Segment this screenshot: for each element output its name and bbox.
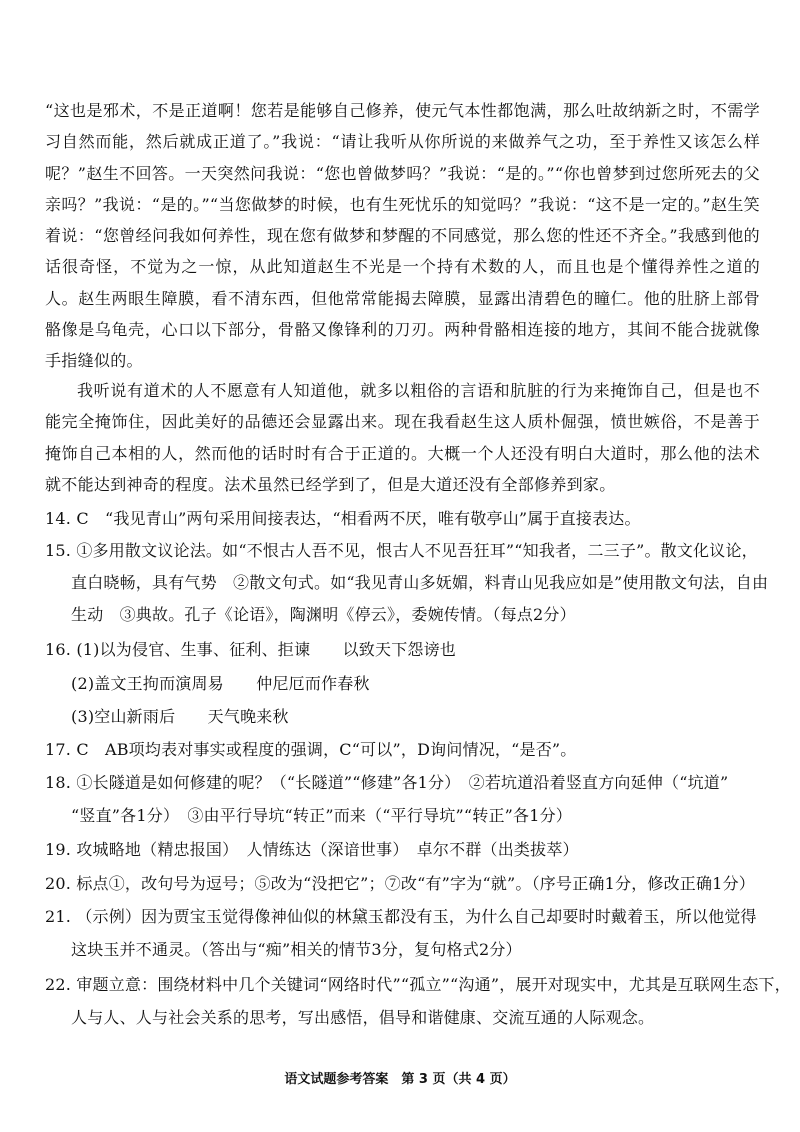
answer-16-line-1: 16. (1)以为侵官、生事、征利、拒谏 以致天下怨谤也 <box>45 640 456 659</box>
page-footer: 语文试题参考答案 第 3 页（共 4 页） <box>284 1072 516 1087</box>
answer-15-line-1: 15. ①多用散文议论法。如“不恨古人吾不见，恨古人不见吾狂耳”“知我者，二三子”。散文化议论， <box>45 541 758 560</box>
answer-21-line-2: 这块玉并不通灵。（答出与“痴”相关的情节3分，复句格式2分） <box>71 940 522 959</box>
answer-15-line-3: 生动 ③典故。孔子《论语》，陶渊明《停云》，委婉传情。（每点2分） <box>71 605 576 624</box>
translation-paragraph-2: 我听说有道术的人不愿意有人知道他，就多以粗俗的言语和肮脏的行为来掩饰自己，但是也不能完全掩饰住，因此美好的品德还会显露出来。现在我看赵生这人质朴倔强，愤世嫉俗，不是善于掩饰自己本相的人，然而他的话时时有合于正道的。大概一个人还没有明白大道时，那么他的法术就不能达到神奇的程度。法术虽然已经学到了，但是大道还没有全部修养到家。 <box>45 381 760 494</box>
answer-20: 20. 标点①，改句号为逗号；⑤改为“没把它”；⑦改“有”字为“就”。（序号正确1分，修改正确1分） <box>45 874 755 893</box>
answer-15-line-2: 直白晓畅，具有气势 ②散文句式。如“我见青山多妩媚，料青山见我应如是”使用散文句法，自由 <box>71 573 769 592</box>
answer-21-line-1: 21. （示例）因为贾宝玉觉得像神仙似的林黛玉都没有玉，为什么自己却要时时戴着玉，所以他觉得 <box>45 907 757 926</box>
answer-19: 19. 攻城略地（精忠报国） 人情练达（深谙世事） 卓尔不群（出类拔萃） <box>45 840 579 859</box>
answer-22-line-1: 22. 审题立意：围绕材料中几个关键词“网络时代”“孤立”“沟通”，展开对现实中，尤其是互联网生态下， <box>45 975 791 994</box>
translation-paragraph-1: “这也是邪术，不是正道啊！您若是能够自己修养，使元气本性都饱满，那么吐故纳新之时，不需学习自然而能，然后就成正道了。”我说：“请让我听从你所说的来做养气之功，至于养性又该怎么样呢？”赵生不回答。一天突然问我说：“您也曾做梦吗？”我说：“是的。”“你也曾梦到过您所死去的父亲吗？”我说：“是的。”“当您做梦的时候，也有生死忧乐的知觉吗？”我说：“这不是一定的。”赵生笑着说：“您曾经问我如何养性，现在您有做梦和梦醒的不同感觉，那么您的性还不齐全。”我感到他的话很奇怪，不觉为之一惊，从此知道赵生不光是一个持有术数的人，而且也是个懂得养性之道的人。赵生两眼生障膜，看不清东西，但他常常能揭去障膜，显露出清碧色的瞳仁。他的肚脐上部骨骼像是乌龟壳，心口以下部分，骨骼又像锋利的刀刃。两种骨骼相连接的地方，其间不能合拢就像手指缝似的。 <box>45 101 760 371</box>
answer-17: 17. C AB项均表对事实或程度的强调，C“可以”，D询问情况，“是否”。 <box>45 740 577 759</box>
answer-18-line-2: “竖直”各1分） ③由平行导坑“转正”而来（“平行导坑”“转正”各1分） <box>71 806 572 825</box>
answer-18-line-1: 18. ①长隧道是如何修建的呢？（“长隧道”“修建”各1分） ②若坑道沿着竖直方向延伸（“坑道” <box>45 773 729 792</box>
answer-22-line-2: 人与人、人与社会关系的思考，写出感悟，倡导和谐健康、交流互通的人际观念。 <box>71 1008 655 1027</box>
answer-16-line-2: (2)盖文王拘而演周易 仲尼厄而作春秋 <box>71 674 370 693</box>
answer-14: 14. C “我见青山”两句采用间接表达，“相看两不厌，唯有敬亭山”属于直接表达。 <box>45 509 641 528</box>
answer-16-line-3: (3)空山新雨后 天气晚来秋 <box>71 707 289 726</box>
